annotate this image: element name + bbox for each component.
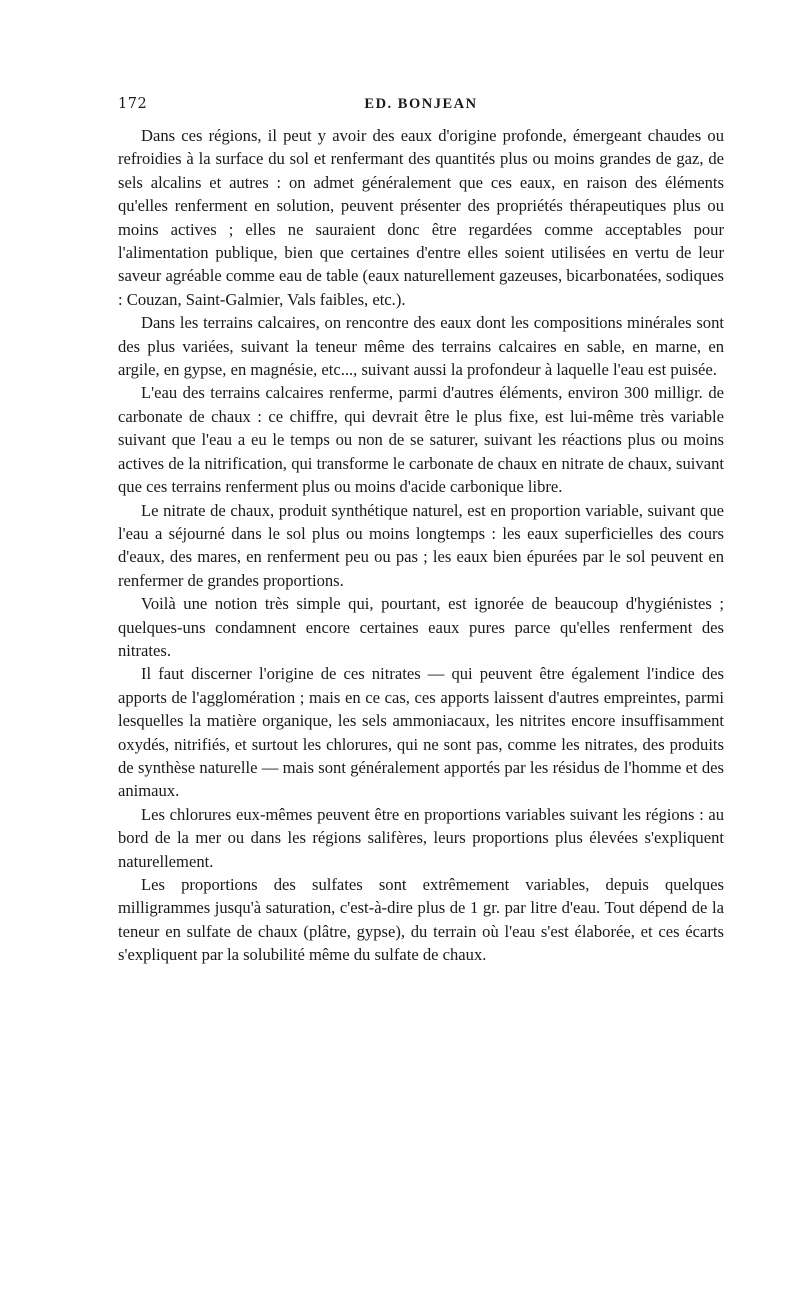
running-head: ED. BONJEAN — [364, 96, 478, 112]
paragraph: Les proportions des sulfates sont extrêmement variables, depuis quelques milligrammes jusqu'à saturation, c'est-à-dire plus de 1 gr. par litre d'eau. Tout dépend de la teneur en sulfate de chaux (plâtre, gypse), du terrain où l'eau s'est élaborée, et ces écarts s'expliquent par la solubilité même du sulfate de chaux. — [118, 875, 724, 965]
page-header — [118, 96, 724, 118]
paragraph: Dans ces régions, il peut y avoir des eaux d'origine profonde, émergeant chaudes ou refroidies à la surface du sol et renfermant des quantités plus ou moins grandes de gaz, de sels alcalins et autres : on admet généralement que ces eaux, en raison des éléments qu'elles renferment en solution, peuvent présenter des propriétés thérapeutiques plus ou moins actives ; elles ne sauraient donc être regardées comme acceptables pour l'alimentation publique, bien que certaines d'entre elles soient utilisées en vertu de leur saveur agréable comme eau de table (eaux naturellement gazeuses, bicarbonatées, sodiques : Couzan, Saint-Galmier, Vals faibles, etc.). — [118, 126, 724, 309]
paragraph: Le nitrate de chaux, produit synthétique naturel, est en proportion variable, suivant que l'eau a séjourné dans le sol plus ou moins longtemps : les eaux superficielles des cours d'eaux, des mares, en renferment peu ou pas ; les eaux bien épurées par le sol peuvent en renfermer de grandes proportions. — [118, 500, 724, 590]
page-number: 172 — [118, 96, 148, 112]
body-text — [118, 124, 724, 967]
paragraph: L'eau des terrains calcaires renferme, parmi d'autres éléments, environ 300 milligr. de carbonate de chaux : ce chiffre, qui devrait être le plus fixe, est lui-même très variable suivant que l'eau a eu le temps ou non de se saturer, suivant les réactions plus ou moins actives de la nitrification, qui transforme le carbonate de chaux en nitrate de chaux, suivant que ces terrains renferment plus ou moins d'acide carbonique libre. — [118, 383, 724, 497]
paragraph: Il faut discerner l'origine de ces nitrates — qui peuvent être également l'indice des apports de l'agglomération ; mais en ce cas, ces apports laissent d'autres empreintes, parmi lesquelles la matière organique, les sels ammoniacaux, les nitrites encore insuffisamment oxydés, nitrifiés, et surtout les chlorures, qui ne sont pas, comme les nitrates, des produits de synthèse naturelle — mais sont généralement apportés par les résidus de l'homme et des animaux. — [118, 664, 724, 801]
paragraph: Les chlorures eux-mêmes peuvent être en proportions variables suivant les régions : au bord de la mer ou dans les régions salifères, leurs proportions plus élevées s'expliquent naturellement. — [118, 804, 724, 871]
book-page — [118, 96, 724, 967]
paragraph: Voilà une notion très simple qui, pourtant, est ignorée de beaucoup d'hygiénistes ; quelques-uns condamnent encore certaines eaux pures parce qu'elles renferment des nitrates. — [118, 594, 724, 660]
paragraph: Dans les terrains calcaires, on rencontre des eaux dont les compositions minérales sont des plus variées, suivant la teneur même des terrains calcaires en sable, en marne, en argile, en gypse, en magnésie, etc..., suivant aussi la profondeur à laquelle l'eau est puisée. — [118, 313, 724, 380]
